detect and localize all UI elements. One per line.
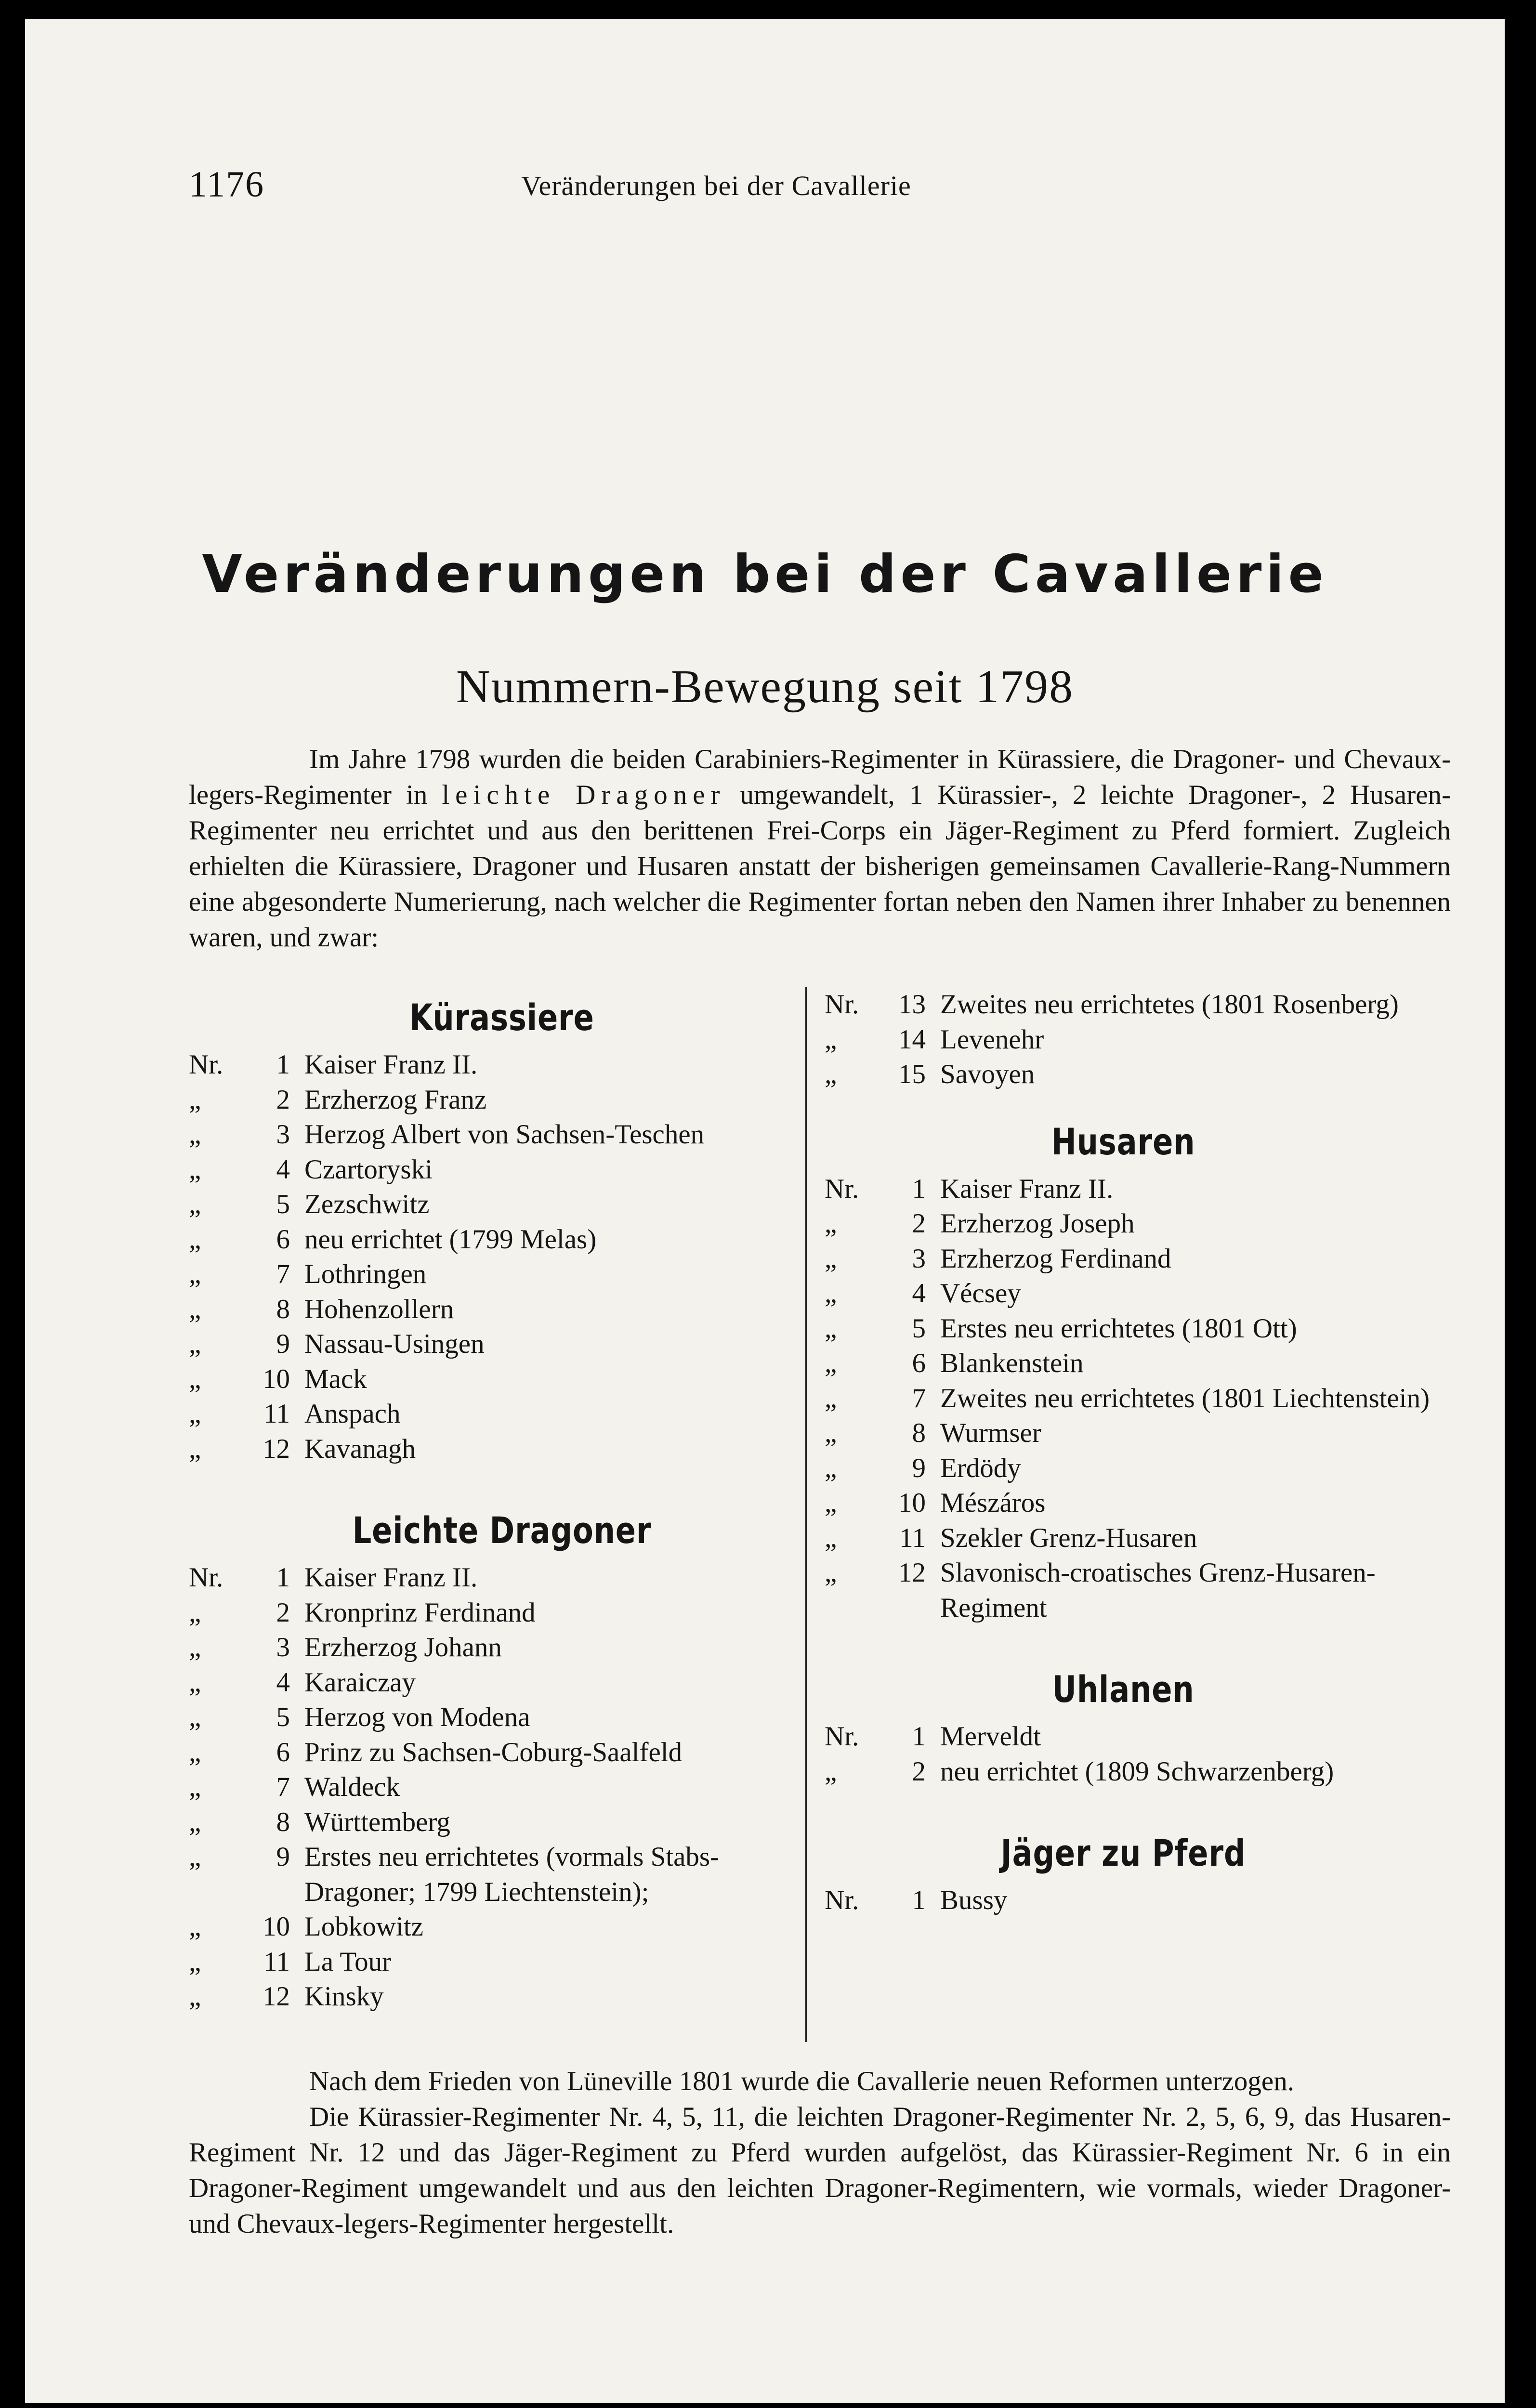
entry-prefix: Nr. xyxy=(825,989,859,1020)
entry-prefix: „ xyxy=(189,1224,201,1255)
entry-name: Anspach xyxy=(304,1399,401,1429)
entry-number: 12 xyxy=(263,1433,290,1464)
entry-name: Zweites neu errichtetes (1801 Liechtenstein) xyxy=(940,1383,1430,1413)
entry-number: 3 xyxy=(912,1243,926,1274)
intro-paragraph xyxy=(189,742,1451,955)
entry-prefix: „ xyxy=(189,1119,201,1150)
entry-number: 8 xyxy=(276,1806,290,1837)
page-header xyxy=(25,164,1505,217)
regiment-entry xyxy=(805,1172,1441,1207)
entry-name: Lothringen xyxy=(304,1259,427,1289)
entry-prefix: „ xyxy=(189,1329,201,1359)
entry-prefix: „ xyxy=(825,1522,837,1553)
entry-number: 4 xyxy=(276,1667,290,1698)
page-number: 1176 xyxy=(189,164,265,205)
regiment-entry xyxy=(805,1416,1441,1451)
entry-name: Erzherzog Franz xyxy=(304,1084,487,1115)
entry-name: Zweites neu errichtetes (1801 Rosenberg) xyxy=(940,989,1399,1020)
intro-text-part2: umgewandelt, 1 Kürassier-, 2 leichte Dragoner-, 2 Husaren-Regimenter neu errichtet und aus den berittenen Frei-Corps ein Jäger-Regiment zu Pferd formiert. Zugleich erhielten die Kürassiere, Dragoner und Husaren anstatt der bisherigen gemeinsamen Cavallerie-Rang-Nummern eine abgesonderte Numerierung, nach welcher die Regimenter fortan neben den Namen ihrer Inhaber zu benennen waren, und zwar: xyxy=(189,780,1451,953)
entry-number: 1 xyxy=(912,1173,926,1204)
closing-paragraph-2: Die Kürassier-Regimenter Nr. 4, 5, 11, die leichten Dragoner-Regimenter Nr. 2, 5, 6, 9, das Husaren-Regiment Nr. 12 und das Jäger-Regiment zu Pferd wurden aufgelöst, das Kürassier-Regiment Nr. 6 in ein Dragoner-Regiment umgewandelt und aus den leichten Dragoner-Regimentern, wie vormals, wieder Dragoner- und Chevaux-legers-Regimenter hergestellt. xyxy=(189,2102,1451,2239)
entry-name: Erstes neu errichtetes (vormals Stabs-Dragoner; 1799 Liechtenstein); xyxy=(304,1842,720,1907)
entry-number: 6 xyxy=(276,1737,290,1767)
entry-number: 2 xyxy=(912,1208,926,1239)
entry-prefix: „ xyxy=(189,1433,201,1464)
entry-prefix: „ xyxy=(189,1911,201,1942)
entry-number: 12 xyxy=(263,1981,290,2012)
entry-prefix: „ xyxy=(189,1399,201,1429)
entry-name: Slavonisch-croatisches Grenz-Husaren-Regiment xyxy=(940,1557,1376,1623)
entry-name: Erstes neu errichtetes (1801 Ott) xyxy=(940,1313,1297,1344)
entry-number: 3 xyxy=(276,1632,290,1662)
entry-number: 8 xyxy=(912,1418,926,1448)
regiment-entry xyxy=(189,1083,815,1118)
entry-prefix: Nr. xyxy=(825,1885,859,1915)
closing-text xyxy=(189,2064,1451,2242)
entry-number: 9 xyxy=(276,1329,290,1359)
section-heading-leichte-dragoner: Leichte Dragoner xyxy=(352,1509,652,1552)
entry-name: Savoyen xyxy=(940,1059,1035,1089)
entry-prefix: „ xyxy=(825,1024,837,1055)
entry-number: 11 xyxy=(263,1399,290,1429)
regiment-entry xyxy=(805,1022,1441,1058)
regiment-entry xyxy=(805,1521,1441,1556)
regiment-entry xyxy=(189,1397,815,1432)
entry-number: 4 xyxy=(912,1278,926,1309)
entry-number: 6 xyxy=(276,1224,290,1255)
entry-prefix: „ xyxy=(825,1243,837,1274)
entry-number: 1 xyxy=(912,1721,926,1752)
kuerassiere-list-continued xyxy=(805,987,1441,1092)
entry-prefix: „ xyxy=(825,1348,837,1378)
regiment-entry xyxy=(189,1362,815,1397)
jaeger-zu-pferd-list xyxy=(805,1883,1441,1918)
entry-prefix: „ xyxy=(189,1259,201,1289)
entry-number: 9 xyxy=(912,1453,926,1483)
entry-name: neu errichtet (1799 Melas) xyxy=(304,1224,597,1255)
entry-prefix: „ xyxy=(825,1557,837,1588)
entry-name: Erzherzog Joseph xyxy=(940,1208,1135,1239)
leichte-dragoner-list xyxy=(189,1560,815,2015)
regiment-entry xyxy=(805,1556,1441,1625)
entry-number: 8 xyxy=(276,1294,290,1324)
entry-number: 13 xyxy=(898,989,926,1020)
entry-number: 4 xyxy=(276,1154,290,1185)
regiment-entry xyxy=(805,1311,1441,1347)
entry-number: 3 xyxy=(276,1119,290,1150)
entry-prefix: „ xyxy=(189,1702,201,1732)
entry-number: 6 xyxy=(912,1348,926,1378)
entry-number: 10 xyxy=(263,1911,290,1942)
entry-prefix: „ xyxy=(189,1842,201,1872)
entry-name: La Tour xyxy=(304,1946,392,1977)
regiment-entry xyxy=(805,1754,1441,1790)
intro-text-part1: Im Jahre 1798 wurden die beiden Carabiniers-Regimenter in Kürassiere, die Dragoner- und Chevaux-legers-Regimenter in xyxy=(189,744,1451,810)
entry-name: Mack xyxy=(304,1363,367,1394)
section-heading-uhlanen: Uhlanen xyxy=(1052,1668,1195,1711)
regiment-entry xyxy=(805,1451,1441,1486)
entry-name: Wurmser xyxy=(940,1418,1041,1448)
entry-name: Levenehr xyxy=(940,1024,1044,1055)
left-column xyxy=(189,987,815,2015)
regiment-entry xyxy=(189,1979,815,2015)
entry-number: 1 xyxy=(276,1049,290,1080)
regiment-entry xyxy=(189,1700,815,1735)
regiment-entry xyxy=(805,1883,1441,1918)
entry-name: Kinsky xyxy=(304,1981,384,2012)
entry-number: 2 xyxy=(276,1084,290,1115)
section-heading-kuerassiere: Kürassiere xyxy=(409,996,594,1039)
regiment-entry xyxy=(189,1770,815,1805)
kuerassiere-list xyxy=(189,1047,815,1466)
entry-prefix: „ xyxy=(189,1981,201,2012)
section-heading-husaren: Husaren xyxy=(1051,1120,1195,1163)
regiment-entry xyxy=(189,1840,815,1910)
entry-name: Blankenstein xyxy=(940,1348,1084,1378)
entry-name: Hohenzollern xyxy=(304,1294,454,1324)
regiment-entry xyxy=(189,1047,815,1083)
entry-prefix: „ xyxy=(189,1772,201,1802)
regiment-entry xyxy=(189,1222,815,1257)
entry-name: Erzherzog Johann xyxy=(304,1632,502,1662)
entry-number: 15 xyxy=(898,1059,926,1089)
entry-prefix: „ xyxy=(189,1632,201,1662)
entry-prefix: „ xyxy=(825,1488,837,1518)
entry-name: Kaiser Franz II. xyxy=(304,1562,478,1593)
running-title: Veränderungen bei der Cavallerie xyxy=(521,170,911,201)
entry-name: Kronprinz Ferdinand xyxy=(304,1597,536,1628)
entry-number: 12 xyxy=(898,1557,926,1588)
entry-name: neu errichtet (1809 Schwarzenberg) xyxy=(940,1756,1334,1787)
entry-number: 10 xyxy=(263,1363,290,1394)
entry-number: 5 xyxy=(912,1313,926,1344)
entry-prefix: Nr. xyxy=(189,1562,223,1593)
regiment-entry xyxy=(189,1187,815,1222)
entry-name: Mészáros xyxy=(940,1488,1046,1518)
regiment-entry xyxy=(189,1327,815,1362)
regiment-entry xyxy=(805,1346,1441,1381)
entry-name: Herzog Albert von Sachsen-Teschen xyxy=(304,1119,705,1150)
entry-prefix: „ xyxy=(189,1294,201,1324)
entry-prefix: „ xyxy=(189,1946,201,1977)
entry-number: 5 xyxy=(276,1189,290,1219)
entry-prefix: „ xyxy=(189,1597,201,1628)
entry-number: 7 xyxy=(912,1383,926,1413)
entry-name: Bussy xyxy=(940,1885,1008,1915)
entry-name: Herzog von Modena xyxy=(304,1702,530,1732)
entry-name: Merveldt xyxy=(940,1721,1041,1752)
entry-prefix: „ xyxy=(189,1667,201,1698)
entry-prefix: „ xyxy=(825,1756,837,1787)
section-heading-jaeger-zu-pferd: Jäger zu Pferd xyxy=(1000,1832,1246,1874)
regiment-entry xyxy=(189,1152,815,1188)
regiment-entry xyxy=(805,1381,1441,1416)
regiment-entry xyxy=(189,1945,815,1980)
regiment-entry xyxy=(189,1665,815,1701)
entry-name: Lobkowitz xyxy=(304,1911,423,1942)
regiment-entry xyxy=(189,1257,815,1292)
regiment-entry xyxy=(189,1910,815,1945)
entry-number: 11 xyxy=(263,1946,290,1977)
entry-prefix: „ xyxy=(189,1189,201,1219)
entry-name: Erdödy xyxy=(940,1453,1021,1483)
regiment-entry xyxy=(805,1242,1441,1277)
entry-prefix: „ xyxy=(189,1084,201,1115)
regiment-entry xyxy=(805,987,1441,1022)
regiment-entry xyxy=(805,1719,1441,1754)
husaren-list xyxy=(805,1172,1441,1626)
entry-number: 1 xyxy=(276,1562,290,1593)
entry-name: Karaiczay xyxy=(304,1667,416,1698)
entry-number: 14 xyxy=(898,1024,926,1055)
entry-name: Nassau-Usingen xyxy=(304,1329,485,1359)
entry-prefix: Nr. xyxy=(189,1049,223,1080)
regiment-entry xyxy=(189,1560,815,1596)
page-title: Veränderungen bei der Cavallerie xyxy=(202,544,1328,604)
entry-prefix: „ xyxy=(825,1278,837,1309)
regiment-entry xyxy=(189,1292,815,1327)
entry-number: 5 xyxy=(276,1702,290,1732)
entry-prefix: „ xyxy=(825,1313,837,1344)
entry-name: Kavanagh xyxy=(304,1433,416,1464)
entry-number: 2 xyxy=(912,1756,926,1787)
entry-prefix: „ xyxy=(825,1383,837,1413)
regiment-entry xyxy=(189,1432,815,1467)
entry-number: 7 xyxy=(276,1772,290,1802)
entry-name: Czartoryski xyxy=(304,1154,433,1185)
entry-prefix: Nr. xyxy=(825,1721,859,1752)
entry-prefix: „ xyxy=(825,1453,837,1483)
entry-prefix: „ xyxy=(189,1737,201,1767)
entry-name: Vécsey xyxy=(940,1278,1021,1309)
entry-prefix: „ xyxy=(189,1363,201,1394)
entry-name: Prinz zu Sachsen-Coburg-Saalfeld xyxy=(304,1737,683,1767)
regiment-entry xyxy=(805,1057,1441,1092)
entry-name: Zezschwitz xyxy=(304,1189,430,1219)
intro-text-spaced: leichte Dragoner xyxy=(442,780,726,810)
regiment-entry xyxy=(189,1596,815,1631)
entry-number: 10 xyxy=(898,1488,926,1518)
entry-number: 7 xyxy=(276,1259,290,1289)
entry-name: Erzherzog Ferdinand xyxy=(940,1243,1171,1274)
entry-prefix: „ xyxy=(189,1154,201,1185)
right-column xyxy=(805,987,1441,1918)
entry-name: Szekler Grenz-Husaren xyxy=(940,1522,1197,1553)
regiment-entry xyxy=(189,1735,815,1770)
entry-number: 11 xyxy=(899,1522,926,1553)
regiment-entry xyxy=(189,1805,815,1840)
closing-paragraph-1: Nach dem Frieden von Lüneville 1801 wurde die Cavallerie neuen Reformen unterzogen. xyxy=(309,2066,1294,2096)
entry-prefix: „ xyxy=(825,1208,837,1239)
uhlanen-list xyxy=(805,1719,1441,1789)
entry-prefix: Nr. xyxy=(825,1173,859,1204)
entry-prefix: „ xyxy=(825,1418,837,1448)
regiment-entry xyxy=(189,1117,815,1152)
entry-number: 9 xyxy=(276,1842,290,1872)
page-subtitle: Nummern-Bewegung seit 1798 xyxy=(456,661,1074,713)
entry-name: Kaiser Franz II. xyxy=(940,1173,1114,1204)
regiment-entry xyxy=(189,1630,815,1665)
regiment-entry xyxy=(805,1486,1441,1521)
entry-number: 2 xyxy=(276,1597,290,1628)
regiment-entry xyxy=(805,1206,1441,1242)
entry-name: Kaiser Franz II. xyxy=(304,1049,478,1080)
entry-name: Württemberg xyxy=(304,1806,450,1837)
regiment-entry xyxy=(805,1276,1441,1311)
entry-name: Waldeck xyxy=(304,1772,400,1802)
entry-prefix: „ xyxy=(825,1059,837,1089)
book-page xyxy=(25,19,1505,2403)
entry-prefix: „ xyxy=(189,1806,201,1837)
entry-number: 1 xyxy=(912,1885,926,1915)
